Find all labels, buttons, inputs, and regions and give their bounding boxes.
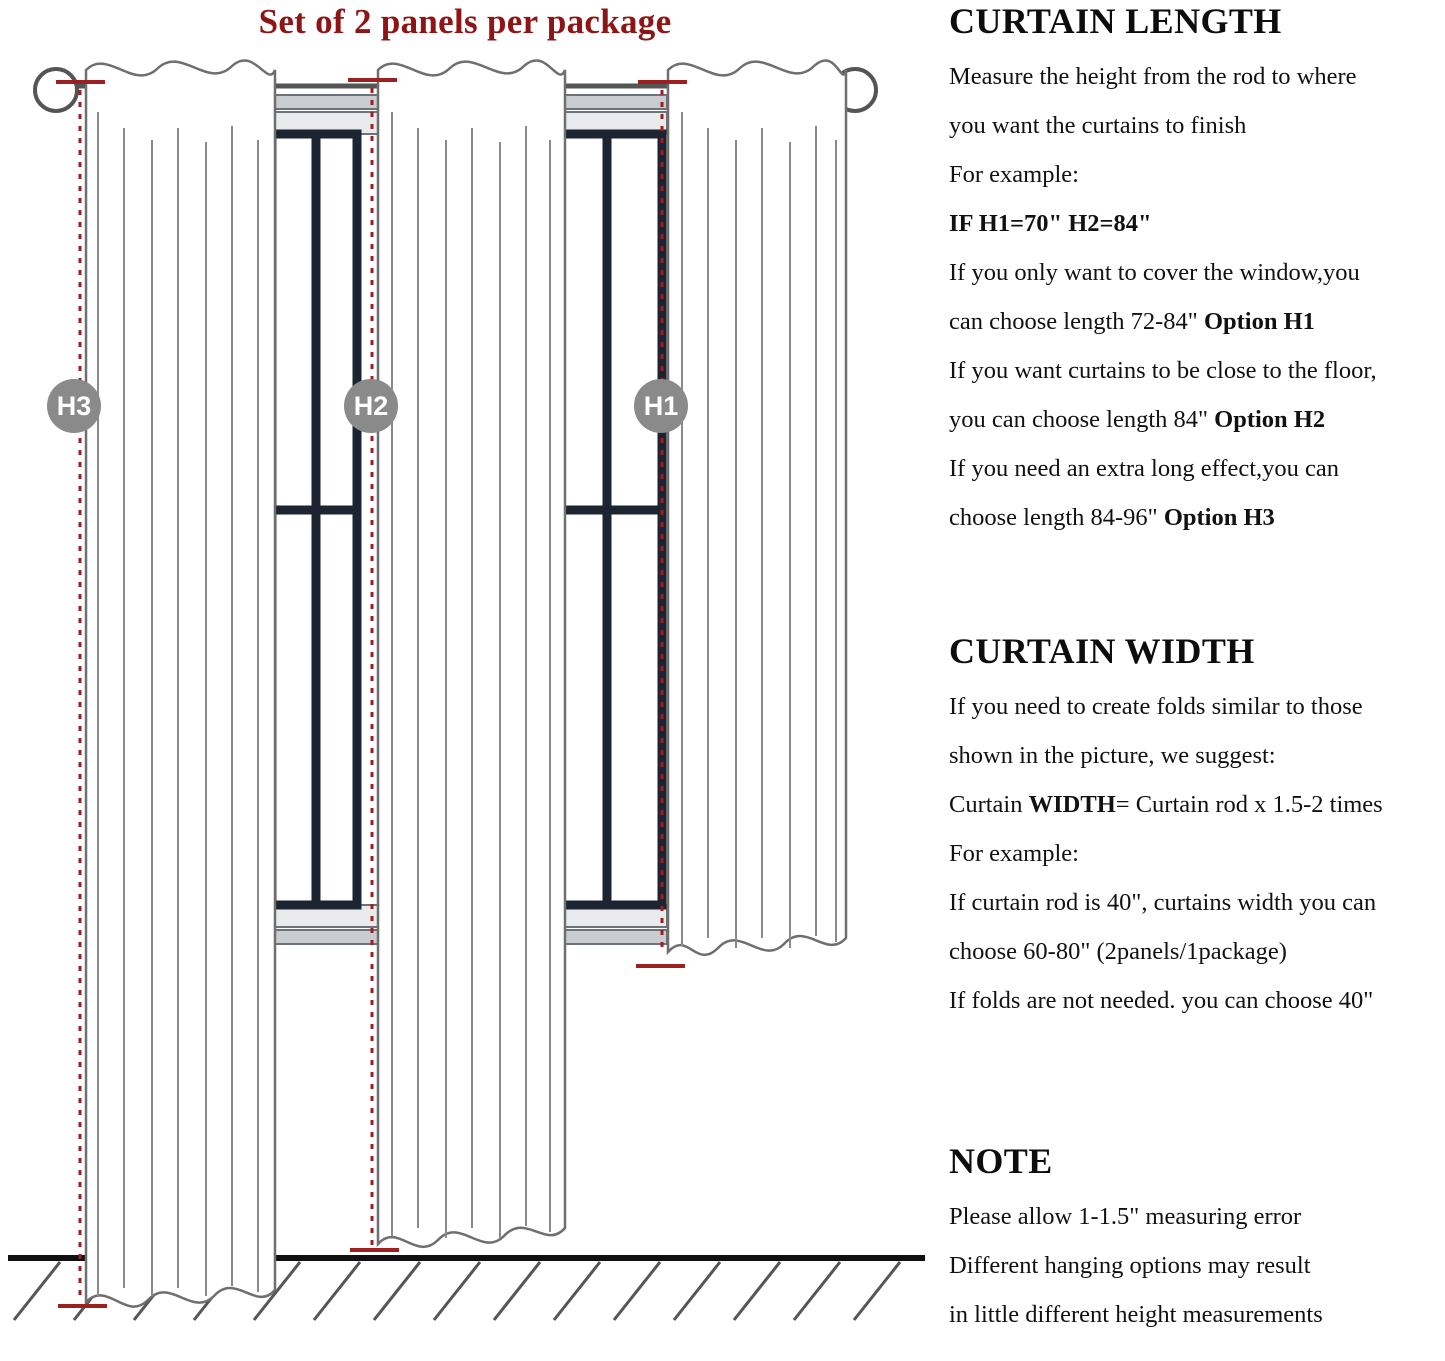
- length-line-1: Measure the height from the rod to where: [949, 63, 1357, 90]
- width-line-5: If curtain rod is 40", curtains width you can: [949, 889, 1377, 916]
- badge-h3: H3: [47, 379, 101, 433]
- note-line-3: in little different height measurements: [949, 1301, 1323, 1328]
- option-h3-label: Option H3: [1163, 504, 1275, 531]
- instructions-panel: [935, 0, 1445, 1361]
- badge-h1: H1: [634, 379, 688, 433]
- note-heading: NOTE: [949, 1141, 1053, 1181]
- length-line-9: If you need an extra long effect,you can: [949, 455, 1340, 482]
- width-line-4: For example:: [949, 840, 1079, 867]
- note-line-1: Please allow 1-1.5" measuring error: [949, 1203, 1302, 1230]
- width-line-2: shown in the picture, we suggest:: [949, 742, 1276, 769]
- width-line-3-post: = Curtain rod x 1.5-2 times: [1115, 791, 1383, 818]
- width-line-6: choose 60-80" (2panels/1package): [949, 938, 1287, 965]
- width-line-7: If folds are not needed. you can choose 40": [949, 987, 1374, 1014]
- length-line-5: If you only want to cover the window,you: [949, 259, 1360, 286]
- badge-h2: H2: [344, 379, 398, 433]
- length-line-6: [949, 297, 1445, 346]
- section-note: [949, 1140, 1445, 1339]
- curtain-width-heading: CURTAIN WIDTH: [949, 631, 1255, 671]
- curtain-length-heading: CURTAIN LENGTH: [949, 1, 1282, 41]
- length-line-8: [949, 395, 1445, 444]
- length-line-10: [949, 493, 1445, 542]
- option-h2-label: Option H2: [1214, 406, 1326, 433]
- width-line-3-pre: Curtain: [949, 791, 1029, 818]
- diagram-title: Set of 2 panels per package: [258, 2, 672, 41]
- length-line-8-pre: you can choose length 84": [949, 406, 1215, 433]
- length-line-6-pre: can choose length 72-84": [949, 308, 1204, 335]
- section-curtain-length: [949, 0, 1445, 542]
- note-line-2: Different hanging options may result: [949, 1252, 1311, 1279]
- length-line-2: you want the curtains to finish: [949, 112, 1247, 139]
- width-keyword: WIDTH: [1028, 791, 1116, 818]
- width-line-1: If you need to create folds similar to those: [949, 693, 1363, 720]
- length-line-4: [949, 199, 1445, 248]
- length-line-10-pre: choose length 84-96": [949, 504, 1164, 531]
- option-h1-label: Option H1: [1203, 308, 1315, 335]
- curtain-panel-right: [668, 60, 846, 954]
- length-example-values: IF H1=70" H2=84": [949, 210, 1152, 237]
- width-line-3: [949, 780, 1445, 829]
- section-curtain-width: [949, 630, 1445, 1025]
- length-line-3: For example:: [949, 161, 1079, 188]
- curtain-panel-left: [86, 60, 275, 1306]
- length-line-7: If you want curtains to be close to the floor,: [949, 357, 1377, 384]
